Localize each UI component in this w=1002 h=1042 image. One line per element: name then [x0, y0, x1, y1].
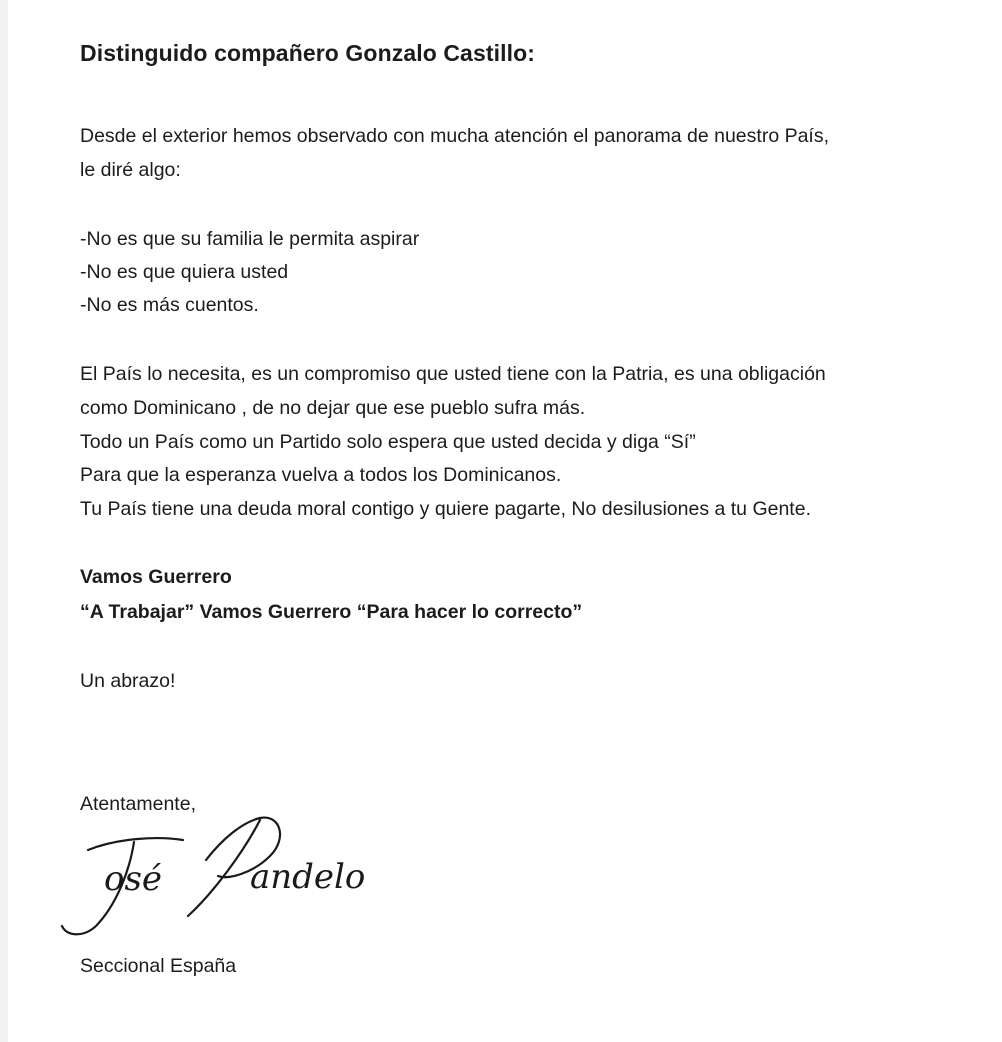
body-line: El País lo necesita, es un compromiso que usted tiene con la Patria, es una obligación	[80, 363, 826, 385]
signature-last-name: andelo	[250, 857, 366, 897]
closing-line: Atentamente,	[80, 793, 196, 815]
hug-line: Un abrazo!	[80, 670, 176, 692]
body-line: como Dominicano , de no dejar que ese pueblo sufra más.	[80, 397, 586, 419]
body-line: Para que la esperanza vuelva a todos los Dominicanos.	[80, 464, 562, 486]
intro-line-1: Desde el exterior hemos observado con mucha atención el panorama de nuestro País,	[80, 125, 830, 147]
letter-page	[8, 0, 1002, 1042]
point-item: -No es más cuentos.	[80, 294, 259, 316]
body-line: Tu País tiene una deuda moral contigo y quiere pagarte, No desilusiones a tu Gente.	[80, 498, 811, 520]
point-item: -No es que su familia le permita aspirar	[80, 228, 420, 250]
intro-line-2: le diré algo:	[80, 159, 181, 181]
point-item: -No es que quiera usted	[80, 261, 289, 283]
slogan-line-2: “A Trabajar” Vamos Guerrero “Para hacer lo correcto”	[80, 601, 583, 623]
section-line: Seccional España	[80, 955, 237, 977]
slogan-line-1: Vamos Guerrero	[80, 566, 232, 588]
signature-first-name: osé	[104, 859, 163, 899]
letter-greeting: Distinguido compañero Gonzalo Castillo:	[80, 40, 535, 66]
handwritten-signature	[38, 808, 418, 943]
body-line: Todo un País como un Partido solo espera que usted decida y diga “Sí”	[80, 431, 696, 453]
